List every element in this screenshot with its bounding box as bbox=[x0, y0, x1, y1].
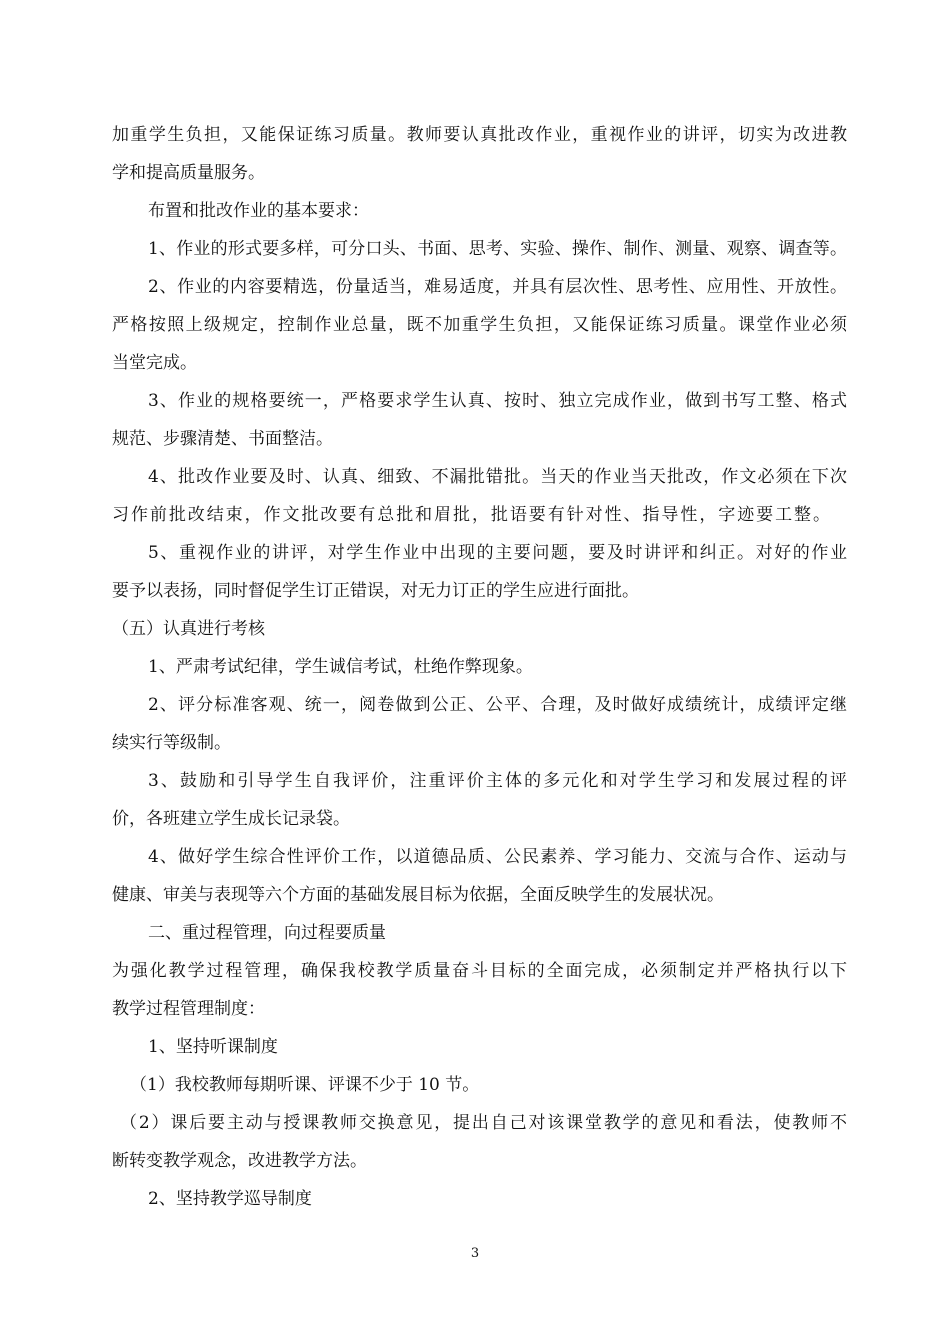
text-line: （2）课后要主动与授课教师交换意见，提出自己对该课堂教学的意见和看法，使教师不 bbox=[120, 1113, 847, 1133]
text-line: 价，各班建立学生成长记录袋。 bbox=[112, 809, 350, 829]
page-number: 3 bbox=[470, 1246, 480, 1261]
text-line: 3、作业的规格要统一，严格要求学生认真、按时、独立完成作业，做到书写工整、格式 bbox=[148, 391, 847, 411]
text-line: 教学过程管理制度： bbox=[112, 999, 265, 1019]
text-line: 学和提高质量服务。 bbox=[112, 163, 265, 183]
text-line: 2、评分标准客观、统一，阅卷做到公正、公平、合理，及时做好成绩统计，成绩评定继 bbox=[148, 695, 847, 715]
text-line: 2、作业的内容要精选，份量适当，难易适度，并具有层次性、思考性、应用性、开放性。 bbox=[148, 277, 847, 297]
text-line: 加重学生负担，又能保证练习质量。教师要认真批改作业，重视作业的讲评，切实为改进教 bbox=[112, 125, 847, 145]
text-line: （1）我校教师每期听课、评课不少于 10 节。 bbox=[130, 1075, 480, 1095]
text-line: 5、重视作业的讲评，对学生作业中出现的主要问题，要及时讲评和纠正。对好的作业 bbox=[148, 543, 847, 563]
text-line: 习作前批改结束，作文批改要有总批和眉批，批语要有针对性、指导性，字迹要工整。 bbox=[112, 505, 830, 525]
text-line: 续实行等级制。 bbox=[112, 733, 231, 753]
text-line: 3、鼓励和引导学生自我评价，注重评价主体的多元化和对学生学习和发展过程的评 bbox=[148, 771, 847, 791]
text-line: 严格按照上级规定，控制作业总量，既不加重学生负担，又能保证练习质量。课堂作业必须 bbox=[112, 315, 847, 335]
text-line: 1、坚持听课制度 bbox=[148, 1037, 278, 1057]
text-line: 要予以表扬，同时督促学生订正错误，对无力订正的学生应进行面批。 bbox=[112, 581, 639, 601]
text-line: 规范、步骤清楚、书面整洁。 bbox=[112, 429, 333, 449]
text-line: 为强化教学过程管理，确保我校教学质量奋斗目标的全面完成，必须制定并严格执行以下 bbox=[112, 961, 847, 981]
text-line: 4、做好学生综合性评价工作，以道德品质、公民素养、学习能力、交流与合作、运动与 bbox=[148, 847, 847, 867]
text-line: 当堂完成。 bbox=[112, 353, 197, 373]
section-heading: （五）认真进行考核 bbox=[112, 619, 265, 639]
text-line: 1、严肃考试纪律，学生诚信考试，杜绝作弊现象。 bbox=[148, 657, 533, 677]
text-line: 4、批改作业要及时、认真、细致、不漏批错批。当天的作业当天批改，作文必须在下次 bbox=[148, 467, 847, 487]
text-line: 2、坚持教学巡导制度 bbox=[148, 1189, 312, 1209]
text-line: 断转变教学观念，改进教学方法。 bbox=[112, 1151, 367, 1171]
text-line: 布置和批改作业的基本要求： bbox=[148, 201, 369, 221]
text-line: 健康、审美与表现等六个方面的基础发展目标为依据，全面反映学生的发展状况。 bbox=[112, 885, 724, 905]
section-heading: 二、重过程管理，向过程要质量 bbox=[148, 923, 386, 943]
text-line: 1、作业的形式要多样，可分口头、书面、思考、实验、操作、制作、测量、观察、调查等。 bbox=[148, 239, 847, 259]
